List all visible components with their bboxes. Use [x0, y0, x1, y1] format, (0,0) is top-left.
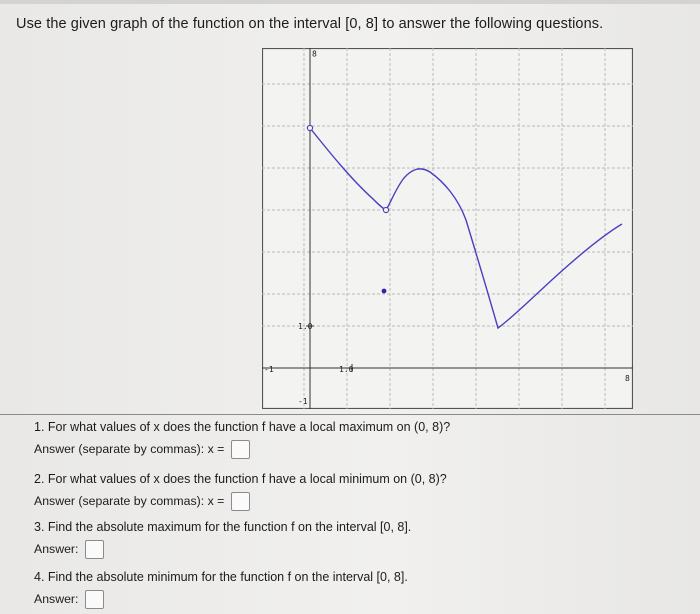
question-4-answer-input[interactable] [85, 590, 104, 609]
tick-label-left: -1 [264, 365, 274, 374]
question-1-answer-row [34, 440, 450, 459]
question-1-answer-label: Answer (separate by commas): x = [34, 441, 225, 456]
function-graph [262, 48, 633, 409]
question-4-answer-row [34, 590, 408, 609]
tick-label-right: 8 [625, 374, 630, 383]
question-2 [34, 472, 447, 511]
graph-frame [263, 49, 633, 409]
top-border [0, 0, 700, 4]
question-4 [34, 570, 408, 609]
question-1 [34, 420, 450, 459]
question-2-answer-input[interactable] [231, 492, 250, 511]
question-2-answer-row [34, 492, 447, 511]
open-point-left [307, 125, 312, 130]
open-point-min [383, 207, 388, 212]
question-3-answer-input[interactable] [85, 540, 104, 559]
question-3 [34, 520, 411, 559]
question-2-answer-label: Answer (separate by commas): x = [34, 493, 225, 508]
section-divider [0, 414, 700, 415]
question-3-answer-label: Answer: [34, 541, 79, 556]
question-4-answer-label: Answer: [34, 591, 79, 606]
tick-label-y-one: 1.0 [298, 322, 313, 331]
tick-label-x-one: 1.0 [339, 365, 354, 374]
question-3-text: 3. Find the absolute maximum for the function f on the interval [0, 8]. [34, 520, 412, 534]
question-4-text: 4. Find the absolute minimum for the function f on the interval [0, 8]. [34, 570, 408, 584]
question-2-text: 2. For what values of x does the function f have a local minimum on (0, 8)? [34, 472, 447, 486]
question-1-text: 1. For what values of x does the function f have a local maximum on (0, 8)? [34, 420, 451, 434]
tick-label-bottom: -1 [298, 397, 308, 406]
question-3-answer-row [34, 540, 411, 559]
question-1-answer-input[interactable] [231, 440, 250, 459]
filled-point [382, 289, 387, 294]
problem-prompt: Use the given graph of the function on the interval [0, 8] to answer the following questions. [16, 16, 604, 32]
tick-label-top: 8 [312, 49, 317, 59]
